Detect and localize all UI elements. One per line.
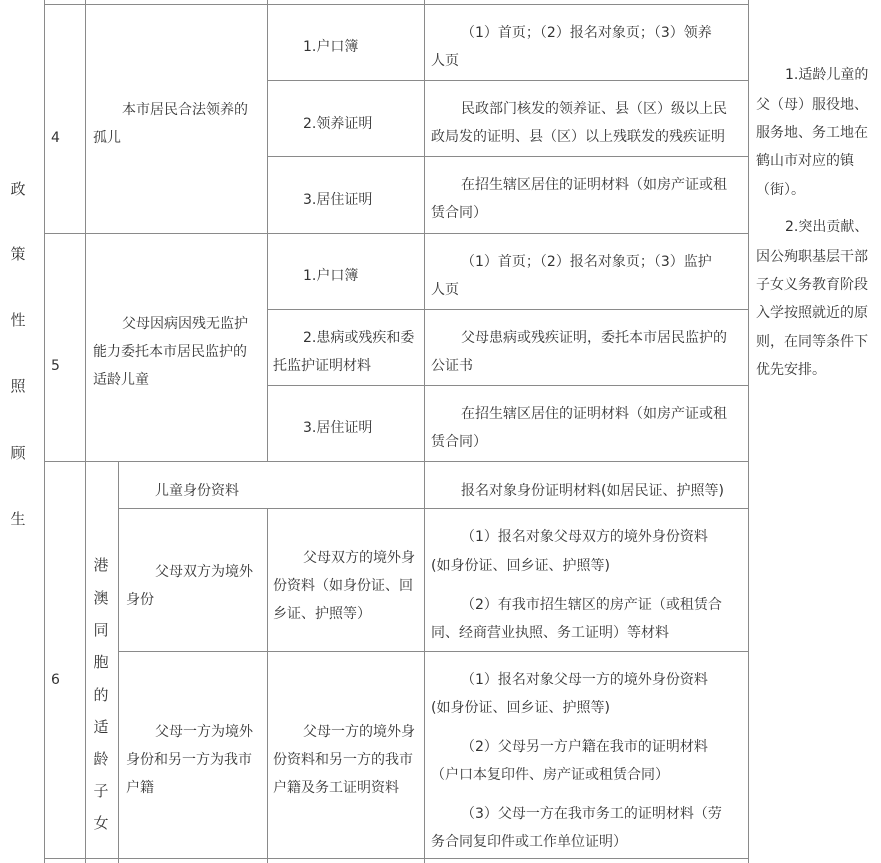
group-label-char: 女 <box>93 814 109 832</box>
material-name: 托监护证明材料 <box>273 358 371 374</box>
note-line: 父（母）服役地、 <box>756 97 868 113</box>
category-cell: 适龄儿童 <box>93 372 149 388</box>
category-char: 性 <box>10 311 26 329</box>
grid-line <box>267 508 268 863</box>
note-line: 1.适龄儿童的 <box>785 67 869 83</box>
grid-line <box>44 4 748 5</box>
group-label-char: 的 <box>93 686 109 704</box>
material-name: 1.户口簿 <box>303 268 359 284</box>
one-parent-detail: （户口本复印件、房产证或租赁合同） <box>431 767 669 783</box>
material-detail: （1）首页；（2）报名对象页；（3）监护 <box>461 254 712 270</box>
material-name: 3.居住证明 <box>303 192 373 208</box>
group-label-char: 适 <box>93 718 109 736</box>
grid-line <box>85 0 86 863</box>
one-parent-material: 份资料和另一方的我市 <box>273 752 413 768</box>
group-label-char: 澳 <box>93 589 109 607</box>
grid-line <box>267 156 748 157</box>
grid-line <box>118 461 119 863</box>
category-cell: 本市居民合法领养的 <box>122 102 248 118</box>
one-parent-detail: (如身份证、回乡证、护照等) <box>431 700 610 716</box>
note-line: 服务地、务工地在 <box>756 125 868 141</box>
material-detail: 民政部门核发的领养证、县（区）级以上民 <box>461 101 727 117</box>
both-parents-title: 身份 <box>126 592 154 608</box>
group-label-char: 子 <box>93 782 109 800</box>
row-number: 4 <box>51 130 60 146</box>
group-label-char: 胞 <box>93 653 109 671</box>
material-detail: 公证书 <box>431 358 473 374</box>
both-parents-title: 父母双方为境外 <box>155 564 253 580</box>
grid-line <box>267 385 748 386</box>
material-detail: 赁合同） <box>431 434 487 450</box>
grid-line <box>44 858 748 859</box>
one-parent-detail: （1）报名对象父母一方的境外身份资料 <box>461 672 708 688</box>
child-id-detail: 报名对象身份证明材料(如居民证、护照等) <box>461 483 724 499</box>
note-line: 2.突出贡献、 <box>785 219 869 235</box>
both-parents-material: 份资料（如身份证、回 <box>273 578 413 594</box>
note-line: （街）。 <box>756 182 805 198</box>
material-detail: 政局发的证明、县（区）以上残联发的残疾证明 <box>431 129 725 145</box>
both-parents-detail: 同、经商营业执照、务工证明）等材料 <box>431 625 669 641</box>
one-parent-title: 户籍 <box>126 780 154 796</box>
one-parent-material: 户籍及务工证明资料 <box>273 780 399 796</box>
both-parents-material: 乡证、护照等） <box>273 606 371 622</box>
material-name: 3.居住证明 <box>303 420 373 436</box>
both-parents-material: 父母双方的境外身 <box>303 550 415 566</box>
group-label-char: 港 <box>93 556 109 574</box>
category-char: 策 <box>10 245 26 263</box>
material-detail: 赁合同） <box>431 205 487 221</box>
child-id-name: 儿童身份资料 <box>155 483 239 499</box>
grid-line <box>44 461 748 462</box>
note-line: 因公殉职基层干部 <box>756 249 868 265</box>
one-parent-material: 父母一方的境外身 <box>303 724 415 740</box>
note-line: 鹤山市对应的镇 <box>756 153 854 169</box>
both-parents-detail: (如身份证、回乡证、护照等) <box>431 558 610 574</box>
note-line: 子女义务教育阶段 <box>756 277 868 293</box>
note-line: 则，在同等条件下 <box>756 334 868 350</box>
grid-line <box>267 309 748 310</box>
grid-line <box>424 0 425 863</box>
group-label-char: 同 <box>93 621 109 639</box>
both-parents-detail: （1）报名对象父母双方的境外身份资料 <box>461 529 708 545</box>
category-cell: 孤儿 <box>93 130 121 146</box>
material-detail: 人页 <box>431 282 459 298</box>
note-line: 优先安排。 <box>756 362 826 378</box>
category-cell: 能力委托本市居民监护的 <box>93 344 247 360</box>
grid-line <box>44 0 45 863</box>
material-name: 2.患病或残疾和委 <box>303 330 415 346</box>
one-parent-detail: （2）父母另一方户籍在我市的证明材料 <box>461 739 708 755</box>
row-number: 6 <box>51 672 60 688</box>
note-line: 入学按照就近的原 <box>756 305 868 321</box>
material-name: 2.领养证明 <box>303 116 373 132</box>
grid-line <box>267 80 748 81</box>
material-detail: 在招生辖区居住的证明材料（如房产证或租 <box>461 177 727 193</box>
category-char: 照 <box>10 377 26 395</box>
grid-line <box>118 508 748 509</box>
material-name: 1.户口簿 <box>303 39 359 55</box>
one-parent-detail: （3）父母一方在我市务工的证明材料（劳 <box>461 806 722 822</box>
grid-line <box>44 233 748 234</box>
both-parents-detail: （2）有我市招生辖区的房产证（或租赁合 <box>461 597 722 613</box>
grid-line <box>748 0 749 863</box>
grid-line <box>118 651 748 652</box>
one-parent-title: 身份和另一方为我市 <box>126 752 252 768</box>
material-detail: （1）首页；（2）报名对象页；（3）领养 <box>461 25 712 41</box>
group-label-char: 龄 <box>93 750 109 768</box>
one-parent-detail: 务合同复印件或工作单位证明） <box>431 834 627 850</box>
material-detail: 人页 <box>431 53 459 69</box>
category-cell: 父母因病因残无监护 <box>122 316 248 332</box>
one-parent-title: 父母一方为境外 <box>155 724 253 740</box>
category-char: 顾 <box>10 444 26 462</box>
category-char: 政 <box>10 180 26 198</box>
material-detail: 在招生辖区居住的证明材料（如房产证或租 <box>461 406 727 422</box>
grid-line <box>267 0 268 461</box>
material-detail: 父母患病或残疾证明，委托本市居民监护的 <box>461 330 727 346</box>
category-char: 生 <box>10 510 26 528</box>
row-number: 5 <box>51 358 60 374</box>
